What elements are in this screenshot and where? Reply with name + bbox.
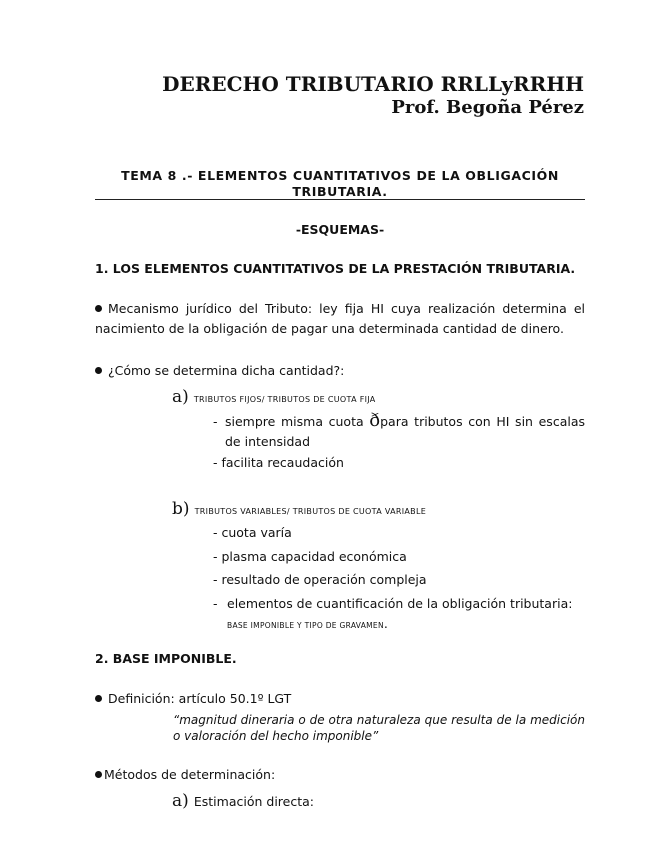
topic-title (95, 168, 585, 200)
professor-name: Prof. Begoña Pérez (391, 97, 584, 118)
bullet2-text: ¿Cómo se determina dicha cantidad?: (108, 363, 345, 378)
methods-bullet (95, 765, 275, 785)
method-a-text: Estimación directa: (193, 794, 314, 809)
section2-heading: 2. BASE IMPONIBLE. (95, 651, 237, 666)
course-title: DERECHO TRIBUTARIO RRLLyRRHH (162, 72, 584, 96)
section1-heading: 1. LOS ELEMENTOS CUANTITATIVOS DE LA PRESTACIÓN TRIBUTARIA. (95, 261, 576, 276)
topic-title-line2: TRIBUTARIA. (292, 184, 388, 199)
a-item2-text: facilita recaudación (221, 455, 344, 470)
definition-text: Definición: artículo 50.1º LGT (108, 691, 292, 706)
option-b-item3: - resultado de operación compleja (213, 572, 427, 587)
bullet-icon (95, 771, 102, 778)
option-b-item1: - cuota varía (213, 525, 292, 540)
section1-bullet2 (95, 361, 344, 381)
a-item1-text: siempre misma cuota (225, 414, 370, 429)
method-a-letter: a) (172, 791, 189, 811)
option-a-letter: a) (172, 387, 189, 407)
option-a-item1: - siempre misma cuota ðpara tributos con HI sin escalas de intensidad (213, 410, 585, 449)
bullet-icon (95, 367, 102, 374)
arrow-symbol: ð (369, 410, 381, 431)
b-item4-caps: BASE IMPONIBLE Y TIPO DE GRAVAMEN (227, 621, 384, 630)
bullet-icon (95, 695, 102, 702)
b-item3-text: resultado de operación compleja (221, 572, 427, 587)
option-b-item2: - plasma capacidad económica (213, 549, 407, 564)
option-b-variable (172, 499, 426, 519)
bullet-icon (95, 305, 102, 312)
option-b-label: TRIBUTOS VARIABLES/ TRIBUTOS DE CUOTA VARIABLE (194, 507, 427, 516)
b-item1-text: cuota varía (221, 525, 292, 540)
definition-quote: “magnitud dineraria o de otra naturaleza que resulta de la medición o valoración del hecho imponible” (173, 713, 585, 743)
option-b-letter: b) (172, 499, 190, 519)
option-b-item4: - elementos de cuantificación de la obligación tributaria: BASE IMPONIBLE Y TIPO DE GRAVAMEN. (213, 594, 585, 636)
a-item1-text-cont: para tributos con HI sin escalas de intensidad (225, 414, 585, 449)
option-a-item2: - facilita recaudación (213, 455, 344, 470)
definition-bullet (95, 689, 291, 709)
b-item4-text: elementos de cuantificación de la obligación tributaria: (227, 596, 573, 611)
b-item2-text: plasma capacidad económica (221, 549, 407, 564)
method-a (172, 791, 314, 811)
topic-subtitle: -ESQUEMAS- (295, 222, 385, 237)
topic-title-line1: TEMA 8 .- ELEMENTOS CUANTITATIVOS DE LA OBLIGACIÓN (121, 168, 559, 183)
title-divider (95, 199, 585, 200)
section1-bullet1 (95, 299, 585, 339)
methods-text: Métodos de determinación: (104, 767, 276, 782)
b-item4-end: . (383, 616, 388, 631)
bullet1-text: Mecanismo jurídico del Tributo: ley fija HI cuya realización determina el nacimiento de la obligación de pagar una determinada cantidad de dinero. (95, 301, 585, 336)
option-a-fixed (172, 387, 376, 407)
option-a-label: TRIBUTOS FIJOS/ TRIBUTOS DE CUOTA FIJA (193, 395, 376, 404)
